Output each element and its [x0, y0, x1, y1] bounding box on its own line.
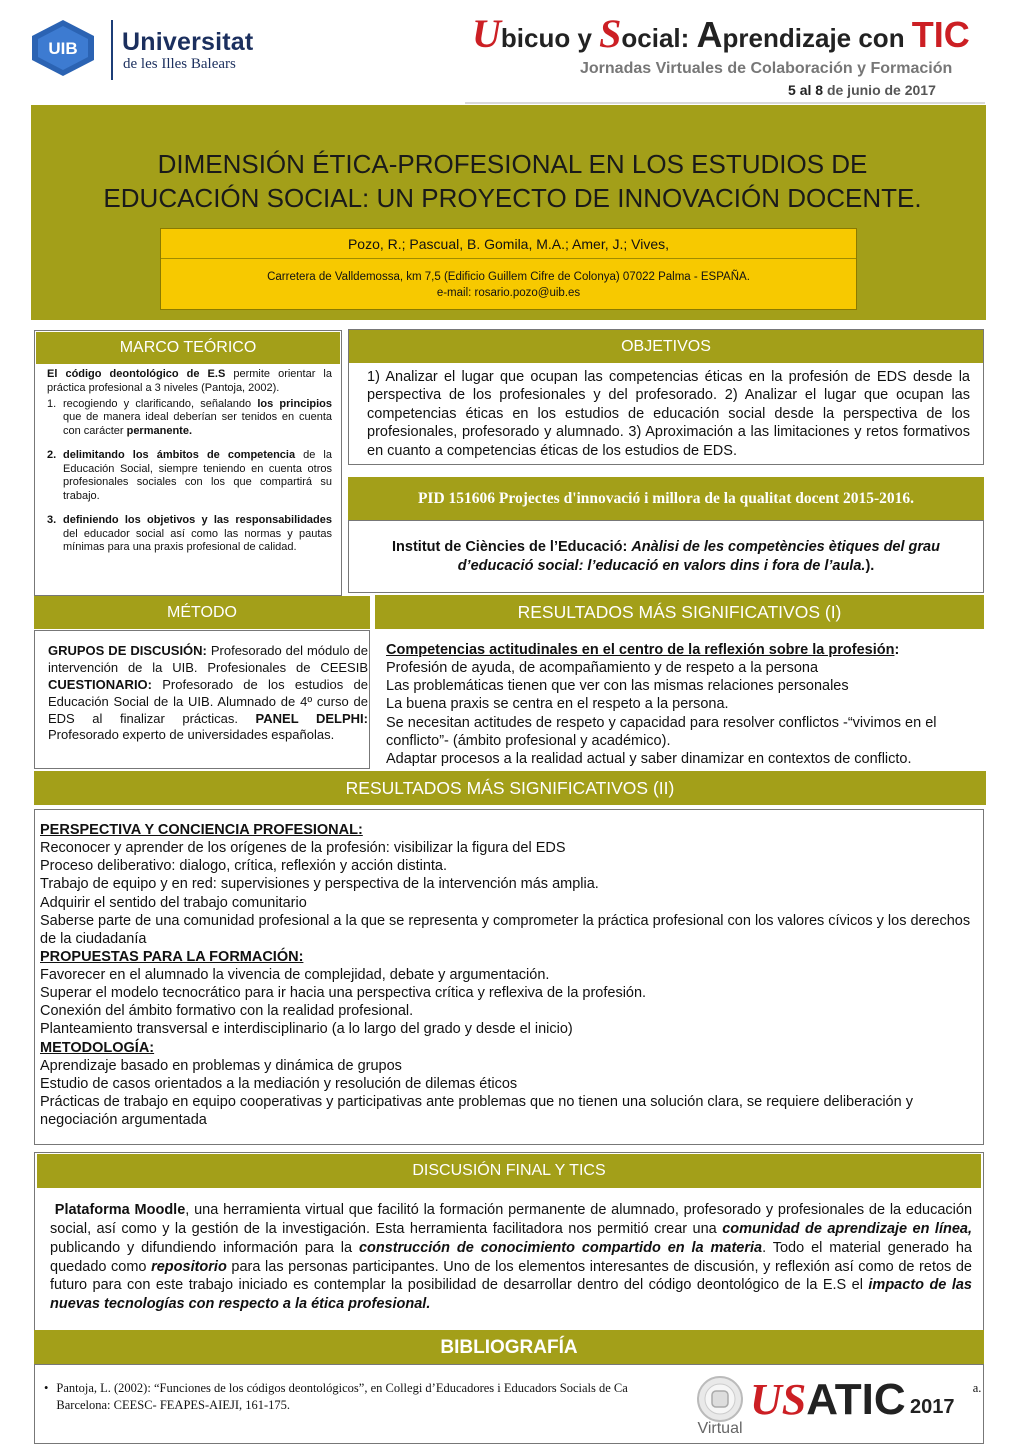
metodo-desc: Profesorado experto de universidades españolas. [48, 727, 335, 743]
text-run: para las personas participantes. Uno de los elementos interesantes de discusión, y reflexión así como de retos de futuro para con este trabajo iniciado es contemplar la posibilidad de desarrollar dentro del código deontológico de la E.S el [50, 1258, 972, 1294]
text-run: , una herramienta virtual que facilitó la formación permanente de alumnado, profesorado y profesionales de la educación social, así como y la gestión de la investigación. Esta herramienta facilitadora nos permitió crear una [50, 1202, 973, 1237]
list-item: Conexión del ámbito formativo con la realidad profesional. [40, 1003, 414, 1020]
list-item: Se necesitan actitudes de respeto y capacidad para resolver conflictos -“vivimos en el conflicto”- (ámbito profesional y académico). [386, 714, 937, 749]
item-text: que de manera ideal deberían ser tenidos en cuenta con carácter [63, 411, 332, 437]
reference-line-2: Barcelona: CEESC- FEAPES-AIEJI, 161-175. [56, 1397, 291, 1412]
conference-title [472, 11, 970, 56]
section-heading: PROPUESTAS PARA LA FORMACIÓN: [40, 948, 304, 965]
list-item: Las problemáticas tienen que ver con las mismas relaciones personales [386, 678, 849, 695]
date-mid: al [799, 82, 812, 98]
discusion-text [50, 1201, 972, 1314]
reference-line-1: Pantoja, L. (2002): “Funciones de los códigos deontológicos”, en Collegi d’Educadores i Educadors Socials de Ca [56, 1381, 628, 1395]
metodo-desc: Profesorado del módulo de intervención de la UIB. Profesionales de CEESIB [48, 643, 368, 675]
metodo-label: GRUPOS DE DISCUSIÓN: [48, 643, 207, 658]
date-end: 8 [815, 82, 824, 98]
conf-title-part: ocial: [621, 23, 697, 53]
marco-teorico-header: MARCO TEÓRICO [36, 332, 340, 364]
metodo-header: MÉTODO [34, 596, 370, 629]
university-name: Universitat [122, 28, 254, 56]
reference-tail: a. [972, 1381, 982, 1395]
metodo-desc: Profesorado de los estudios de Educación Social de la UIB. Alumnado de 4º curso de EDS al finalizar prácticas. [48, 676, 368, 726]
marco-intro: permite orientar la práctica profesional a 3 niveles (Pantoja, 2002). [47, 368, 332, 394]
conf-title-a: A [696, 14, 723, 55]
conf-title-part: bicuo y [500, 23, 600, 53]
objetivos-header: OBJETIVOS [349, 330, 983, 363]
bibliografia-header: BIBLIOGRAFÍA [34, 1330, 984, 1365]
logo-atic: ATIC [806, 1375, 906, 1424]
moodle-label: Plataforma Moodle [54, 1202, 186, 1218]
conference-subtitle: Jornadas Virtuales de Colaboración y Formación [580, 60, 953, 77]
conf-title-s: S [599, 11, 622, 56]
section-heading: PERSPECTIVA Y CONCIENCIA PROFESIONAL: [40, 822, 363, 838]
list-item: Profesión de ayuda, de acompañamiento y de respeto a la persona [386, 660, 819, 677]
list-item: Saberse parte de una comunidad profesional a la que se representa y comprometer la práctica profesional con los valores cívicos y los derechos de la ciudadanía [40, 912, 971, 947]
section-heading: METODOLOGÍA: [40, 1039, 155, 1056]
resultados-2-header: RESULTADOS MÁS SIGNIFICATIVOS (II) [34, 771, 986, 805]
logo-year: 2017 [910, 1396, 955, 1418]
resultados-1-header: RESULTADOS MÁS SIGNIFICATIVOS (I) [375, 595, 984, 629]
list-item: Estudio de casos orientados a la mediación y resolución de dilemas éticos [40, 1075, 518, 1092]
authors: Pozo, R.; Pascual, B. Gomila, M.A.; Amer, J.; Vives, [347, 236, 670, 252]
title-line-1: DIMENSIÓN ÉTICA-PROFESIONAL EN LOS ESTUDIOS DE [157, 149, 868, 179]
pid-banner: PID 151606 Projectes d'innovació i millora de la qualitat docent 2015-2016. [348, 477, 984, 520]
emphasis: comunidad de aprendizaje en línea, [722, 1220, 972, 1237]
list-item: Trabajo de equipo y en red: supervisiones y perspectiva de la intervención más amplia. [40, 876, 599, 893]
conf-title-part: prendizaje con [722, 23, 912, 53]
item-bold: los principios [257, 397, 332, 410]
virtual-label: Virtual [697, 1420, 743, 1437]
project-title: Anàlisi de les competències ètiques del grau d’educació social: l’educació en valors dins i fora de l’aula. [457, 539, 940, 574]
metodo-text [48, 643, 368, 744]
metodo-label: PANEL DELPHI: [255, 710, 368, 726]
conf-title-u: U [472, 11, 501, 56]
list-item: Adquirir el sentido del trabajo comunitario [40, 894, 307, 911]
email: e-mail: rosario.pozo@uib.es [436, 287, 581, 300]
paper-title [60, 148, 965, 216]
item-bold: definiendo los objetivos y las responsabilidades [63, 513, 332, 526]
list-item: La buena praxis se centra en el respeto a la persona. [386, 696, 729, 713]
institute-text [360, 538, 972, 576]
item-text: recogiendo y clarificando, señalando [63, 397, 258, 410]
usatic-logo [750, 1375, 906, 1424]
list-item [47, 449, 332, 504]
text-run: publicando y difundiendo información para la [50, 1239, 359, 1256]
list-item: Planteamiento transversal e interdisciplinario (a lo largo del grado y desde el inicio) [40, 1021, 573, 1038]
item-bold: permanente. [126, 425, 193, 437]
logo-divider [111, 20, 113, 80]
list-number: 2. [47, 448, 57, 461]
address: Carretera de Valldemossa, km 7,5 (Edificio Guillem Cifre de Colonya) 07022 Palma - ESPAÑA. [267, 271, 750, 283]
list-item [47, 398, 332, 439]
title-line-2: EDUCACIÓN SOCIAL: UN PROYECTO DE INNOVACIÓN DOCENTE. [103, 182, 922, 213]
resultados-1-body [386, 641, 984, 768]
bullet: • [44, 1381, 49, 1395]
list-item: Reconocer y aprender de los orígenes de la profesión: visibilizar la figura del EDS [40, 840, 566, 857]
marco-intro-bold: El código deontológico de E.S [47, 368, 226, 380]
date-start: 5 [788, 82, 796, 98]
metodo-label: CUESTIONARIO: [48, 676, 152, 692]
authors-divider [161, 258, 856, 259]
item-text: de la Educación Social, siempre teniendo en cuenta otros profesionales sociales con los que compartirá su trabajo. [63, 448, 332, 502]
emphasis: construcción de conocimiento compartido en la materia [358, 1239, 763, 1256]
list-item [47, 514, 332, 555]
list-item: Favorecer en el alumnado la vivencia de complejidad, debate y argumentación. [40, 967, 550, 983]
header-rule [465, 102, 985, 104]
uib-logo-icon [28, 18, 98, 78]
list-item: Adaptar procesos a la realidad actual y saber dinamizar en contextos de conflicto. [386, 750, 912, 767]
institute-name: Institut de Ciències de l’Educació: [392, 539, 632, 555]
list-item: Aprendizaje basado en problemas y dinámica de grupos [40, 1057, 402, 1074]
logo-us: US [750, 1375, 807, 1424]
logo-text: UIB [48, 39, 78, 58]
text-run: . Todo el material generado ha quedado como [50, 1239, 972, 1275]
item-bold: delimitando los ámbitos de competencia [63, 448, 296, 461]
objetivos-text: 1) Analizar el lugar que ocupan las competencias éticas en la profesión de EDS desde la perspectiva de los profesionales y del profesorado. 2) Analizar el lugar que ocupan las competencias éticas en los estudios de educación social desde la perspectiva de los profesionales, profesorado y alumnado. 3) Aproximación a las limitaciones y retos formativos en cuanto a competencias éticas de los estudios de EDS. [367, 369, 970, 459]
list-item: Prácticas de trabajo en equipo cooperativas y participativas ante problemas que no tienen una solución clara, se requiere deliberación y negociación argumentada [40, 1093, 913, 1128]
resultados-1-heading: Competencias actitudinales en el centro de la reflexión sobre la profesión [386, 642, 895, 658]
marco-list [47, 398, 332, 556]
list-item: Proceso deliberativo: dialogo, crítica, reflexión y acción distinta. [40, 858, 448, 875]
resultados-2-body [40, 821, 975, 1129]
list-item: Superar el modelo tecnocrático para ir hacia una perspectiva crítica y reflexiva de la profesión. [40, 985, 647, 1002]
marco-teorico-body [47, 368, 332, 565]
emphasis: impacto de las nuevas tecnologías con respecto a la ética profesional. [50, 1277, 972, 1313]
item-text: del educador social así como las normas y pautas mínimas para una praxis profesional de calidad. [63, 527, 332, 554]
date-rest: de junio de 2017 [826, 82, 936, 98]
university-subtitle: de les Illes Balears [123, 56, 236, 72]
institute-end: ). [865, 557, 875, 574]
heading-colon: : [894, 642, 900, 658]
conf-title-tic: TIC [911, 14, 970, 55]
emphasis: repositorio [151, 1258, 227, 1275]
conference-date [788, 82, 936, 98]
affiliation [160, 269, 857, 301]
list-number: 3. [47, 513, 57, 526]
discusion-header: DISCUSIÓN FINAL Y TICS [37, 1154, 981, 1188]
list-number: 1. [47, 397, 57, 410]
